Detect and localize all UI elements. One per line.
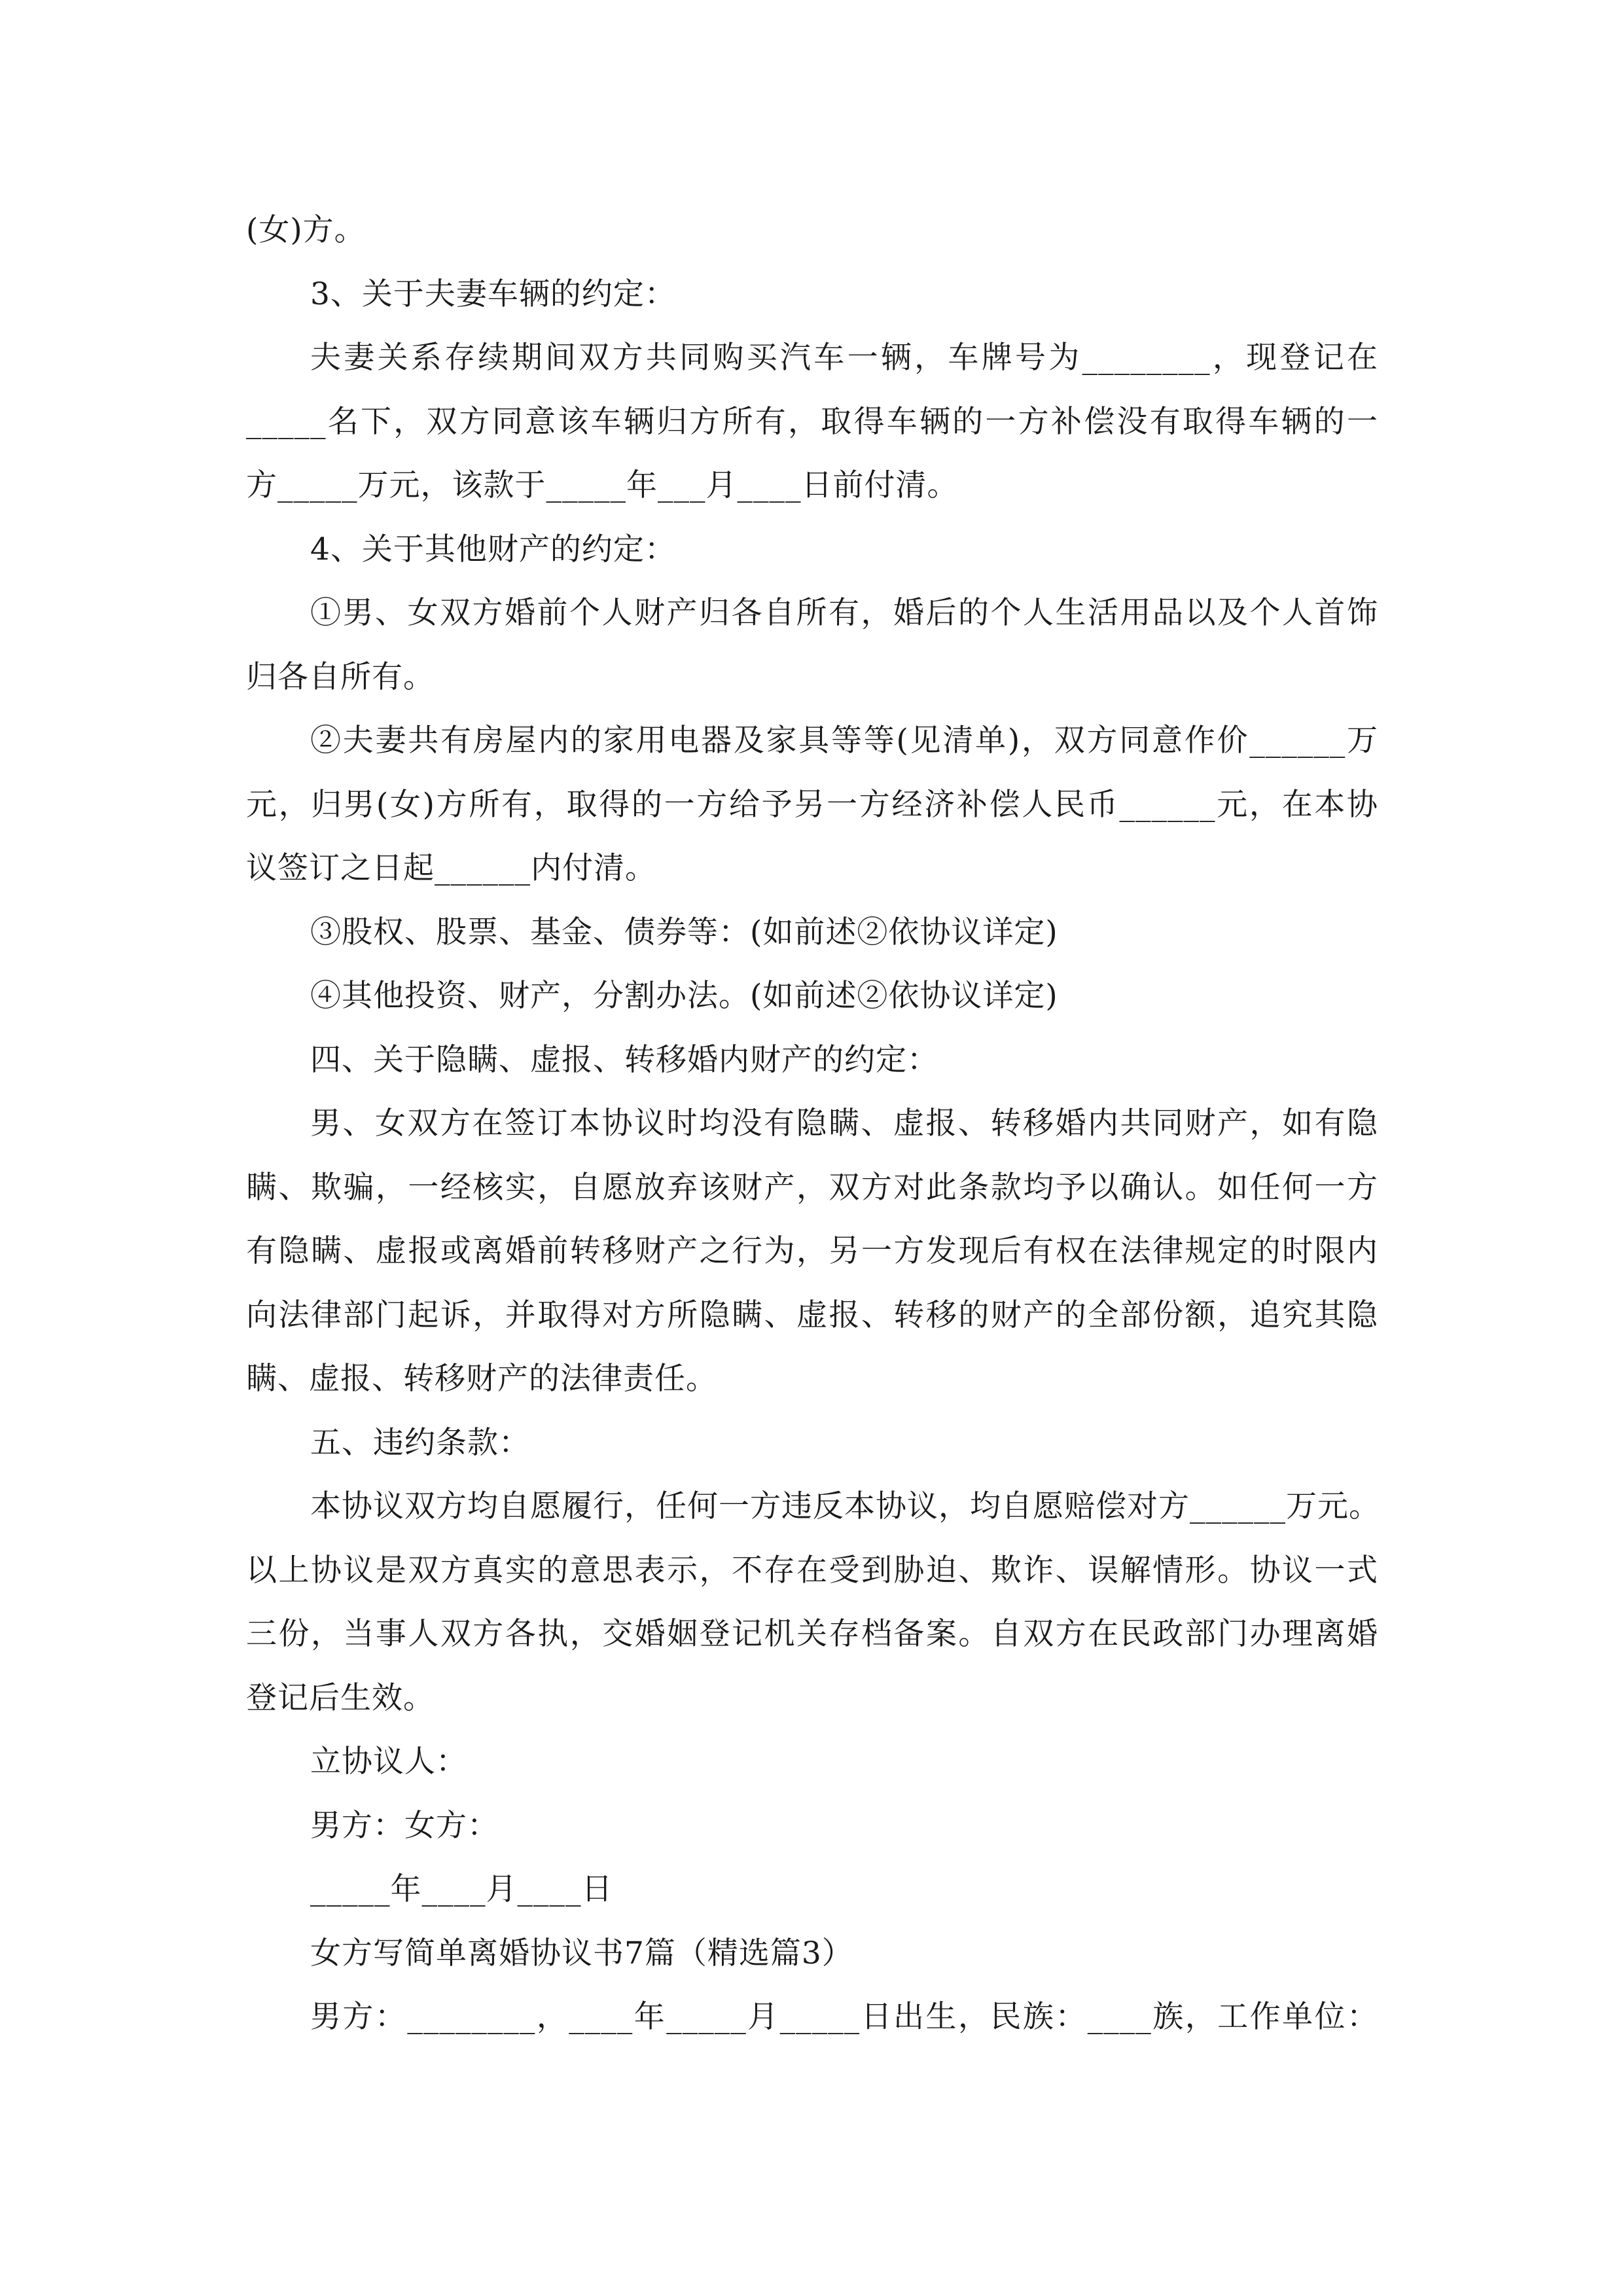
text-line: 元，归男(女)方所有，取得的一方给予另一方经济补偿人民币______元，在本协 [246,786,1378,823]
text-line: ④其他投资、财产，分割办法。(如前述②依协议详定) [310,978,1058,1014]
signatory-label: 立协议人： [310,1744,467,1780]
text-line: 男、女双方在签订本协议时均没有隐瞒、虚报、转移婚内共同财产，如有隐 [310,1105,1378,1141]
text-line: 方_____万元，该款于_____年___月____日前付清。 [246,467,959,503]
text-line: ②夫妻共有房屋内的家用电器及家具等等(见清单)，双方同意作价______万 [310,723,1378,759]
text-line: ①男、女双方婚前个人财产归各自所有，婚后的个人生活用品以及个人首饰 [310,595,1378,631]
text-line: 有隐瞒、虚报或离婚前转移财产之行为，另一方发现后有权在法律规定的时限内 [246,1233,1378,1269]
text-line: 议签订之日起______内付清。 [246,850,656,886]
text-line: _____名下，双方同意该车辆归方所有，取得车辆的一方补偿没有取得车辆的一 [246,403,1378,440]
document-body [246,198,1378,2049]
section-heading: 四、关于隐瞒、虚报、转移婚内财产的约定： [310,1041,938,1078]
document-title: 女方写简单离婚协议书7篇（精选篇3） [310,1935,853,1971]
signature-date: _____年____月____日 [310,1871,613,1907]
text-line: 男方：________，____年_____月_____日出生，民族：____族，工作单位： [310,1999,1378,2035]
text-line: 向法律部门起诉，并取得对方所隐瞒、虚报、转移的财产的全部份额，追究其隐 [246,1297,1378,1333]
section-heading: 五、违约条款： [310,1424,530,1461]
text-line: ③股权、股票、基金、债券等：(如前述②依协议详定) [310,914,1058,950]
text-line: 登记后生效。 [246,1679,435,1716]
text-line: 本协议双方均自愿履行，任何一方违反本协议，均自愿赔偿对方______万元。 [310,1488,1380,1524]
section-heading: 3、关于夫妻车辆的约定： [310,276,676,312]
text-line: 以上协议是双方真实的意思表示，不存在受到胁迫、欺诈、误解情形。协议一式 [246,1552,1378,1588]
text-line: 归各自所有。 [246,658,435,695]
text-line: (女)方。 [246,212,366,248]
text-line: 瞒、虚报、转移财产的法律责任。 [246,1361,717,1397]
text-line: 夫妻关系存续期间双方共同购买汽车一辆，车牌号为________，现登记在 [310,340,1378,376]
section-heading: 4、关于其他财产的约定： [310,531,676,567]
text-line: 瞒、欺骗，一经核实，自愿放弃该财产，双方对此条款均予以确认。如任何一方 [246,1169,1378,1206]
text-line: 三份，当事人双方各执，交婚姻登记机关存档备案。自双方在民政部门办理离婚 [246,1616,1378,1652]
signature-parties: 男方：女方： [310,1807,499,1844]
